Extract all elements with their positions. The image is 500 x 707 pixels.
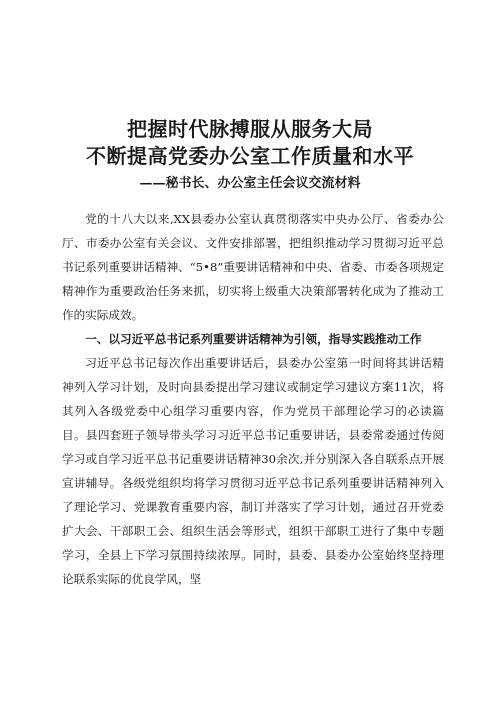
title-block xyxy=(62,116,438,193)
paragraph-intro: 党的十八大以来,XX县委办公室认真贯彻落实中央办公厅、省委办公厅、市委办公室有关会议、文件安排部署，把组织推动学习贯彻习近平总书记系列重要讲话精神、“5•8”重要讲话精神和中央、省委、市委各项规定精神作为重要政治任务来抓，切实将上级重大决策部署转化成为了推动工作的实际成效。 xyxy=(62,212,444,322)
section-heading-1: 一、以习近平总书记系列重要讲话精神为引领，指导实践推动工作 xyxy=(85,332,422,346)
document-title-line-2: 不断提高党委办公室工作质量和水平 xyxy=(86,144,414,168)
document-body xyxy=(62,207,444,591)
paragraph-section-1: 习近平总书记每次作出重要讲话后，县委办公室第一时间将其讲话精神列入学习计划，及时向县委提出学习建议或制定学习建议方案11次，将其列入各级党委中心组学习重要内容，作为党员干部理论学习的必读篇目。县四套班子领导带头学习习近平总书记重要讲话，县委常委通过传阅学习或自学习近平总书记重要讲话精神30余次,并分别深入各自联系点开展宣讲辅导。各级党组织均将学习贯彻习近平总书记系列重要讲话精神列入了理论学习、党课教育重要内容，制订并落实了学习计划，通过召开党委扩大会、干部职工会、组织生活会等形式，组织干部职工进行了集中专题学习，全县上下学习氛围持续浓厚。同时，县委、县委办公室始终坚持理论联系实际的优良学风，坚 xyxy=(62,356,444,586)
document-subtitle: ——秘书长、办公室主任会议交流材料 xyxy=(139,176,361,191)
document-title-line-1: 把握时代脉搏服从服务大局 xyxy=(127,117,373,141)
